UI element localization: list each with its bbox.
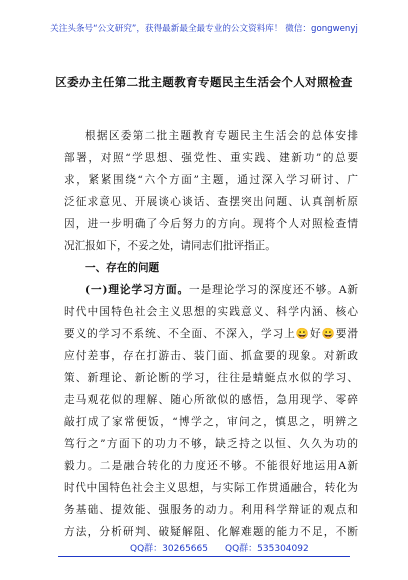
body-line: 务基础、提效能、强服务的动力。利用科学辩证的观点和 — [64, 504, 358, 516]
body-line: 笃行之”方面下的功力不够，缺乏持之以恒、久久为功的 — [64, 438, 358, 450]
section-heading: 一、存在的问题 — [85, 262, 160, 274]
intro-line: 因，进一步明确了今后努力的方向。现将个人对照检查情 — [64, 218, 358, 230]
body-line: 时代中国特色社会主义思想的实践意义、科学内涵、核心 — [64, 306, 358, 318]
footer-qq-group-1: QQ群：30265665 — [130, 544, 208, 554]
intro-line: 根据区委第二批主题教育专题民主生活会的总体安排 — [85, 130, 358, 142]
body-line: 策、新理论、新论断的学习，往往是蜻蜓点水似的学习、 — [64, 372, 358, 384]
document-body — [64, 125, 358, 543]
subsection-first-line-text: 一是理论学习的深度还不够。A新 — [189, 284, 358, 296]
intro-line: 况汇报如下，不妥之处，请同志们批评指正。 — [64, 240, 276, 252]
footer-rule — [58, 556, 350, 557]
body-line: 毅力。二是融合转化的力度还不够。不能很好地运用A新 — [64, 460, 358, 472]
intro-line: 泛征求意见、开展谈心谈话、查摆突出问题、认真剖析原 — [64, 196, 358, 208]
body-line: 应付差事，存在打游击、装门面、抓盒要的现象。对新政 — [64, 350, 358, 362]
header-banner: 关注头条号“公文研究”，获得最新最全最专业的公文资料库！ 微信：gongwenyj — [50, 24, 358, 34]
document-title: 区委办主任第二批主题教育专题民主生活会个人对照检查 — [55, 75, 353, 89]
intro-line: 求，紧紧围绕“六个方面”主题，通过深入学习研讨、广 — [64, 174, 358, 186]
body-line: 时代中国特色社会主义思想，与实际工作贯通融合，转化为 — [64, 482, 358, 494]
footer-qq-group-2: QQ群：535304092 — [225, 544, 309, 554]
body-line: 方法，分析研判、破疑解阻、化解难题的能力不足，不断 — [64, 526, 358, 538]
body-line: 要义的学习不系统、不全面、不深入，学习上😀好😀要滑 — [64, 328, 358, 340]
body-line: 走马观花似的理解、随心所欲似的感悟，急用现学、零碎 — [64, 394, 358, 406]
body-line: 敲打成了家常便饭，“博学之，审问之，慎思之，明辨之 — [64, 416, 358, 428]
subsection-first-line — [64, 279, 358, 301]
intro-line: 部署，对照“学思想、强党性、重实践、建新功”的总要 — [64, 152, 358, 164]
footer — [0, 541, 408, 555]
subsection-label: (一)理论学习方面。 — [85, 284, 190, 296]
